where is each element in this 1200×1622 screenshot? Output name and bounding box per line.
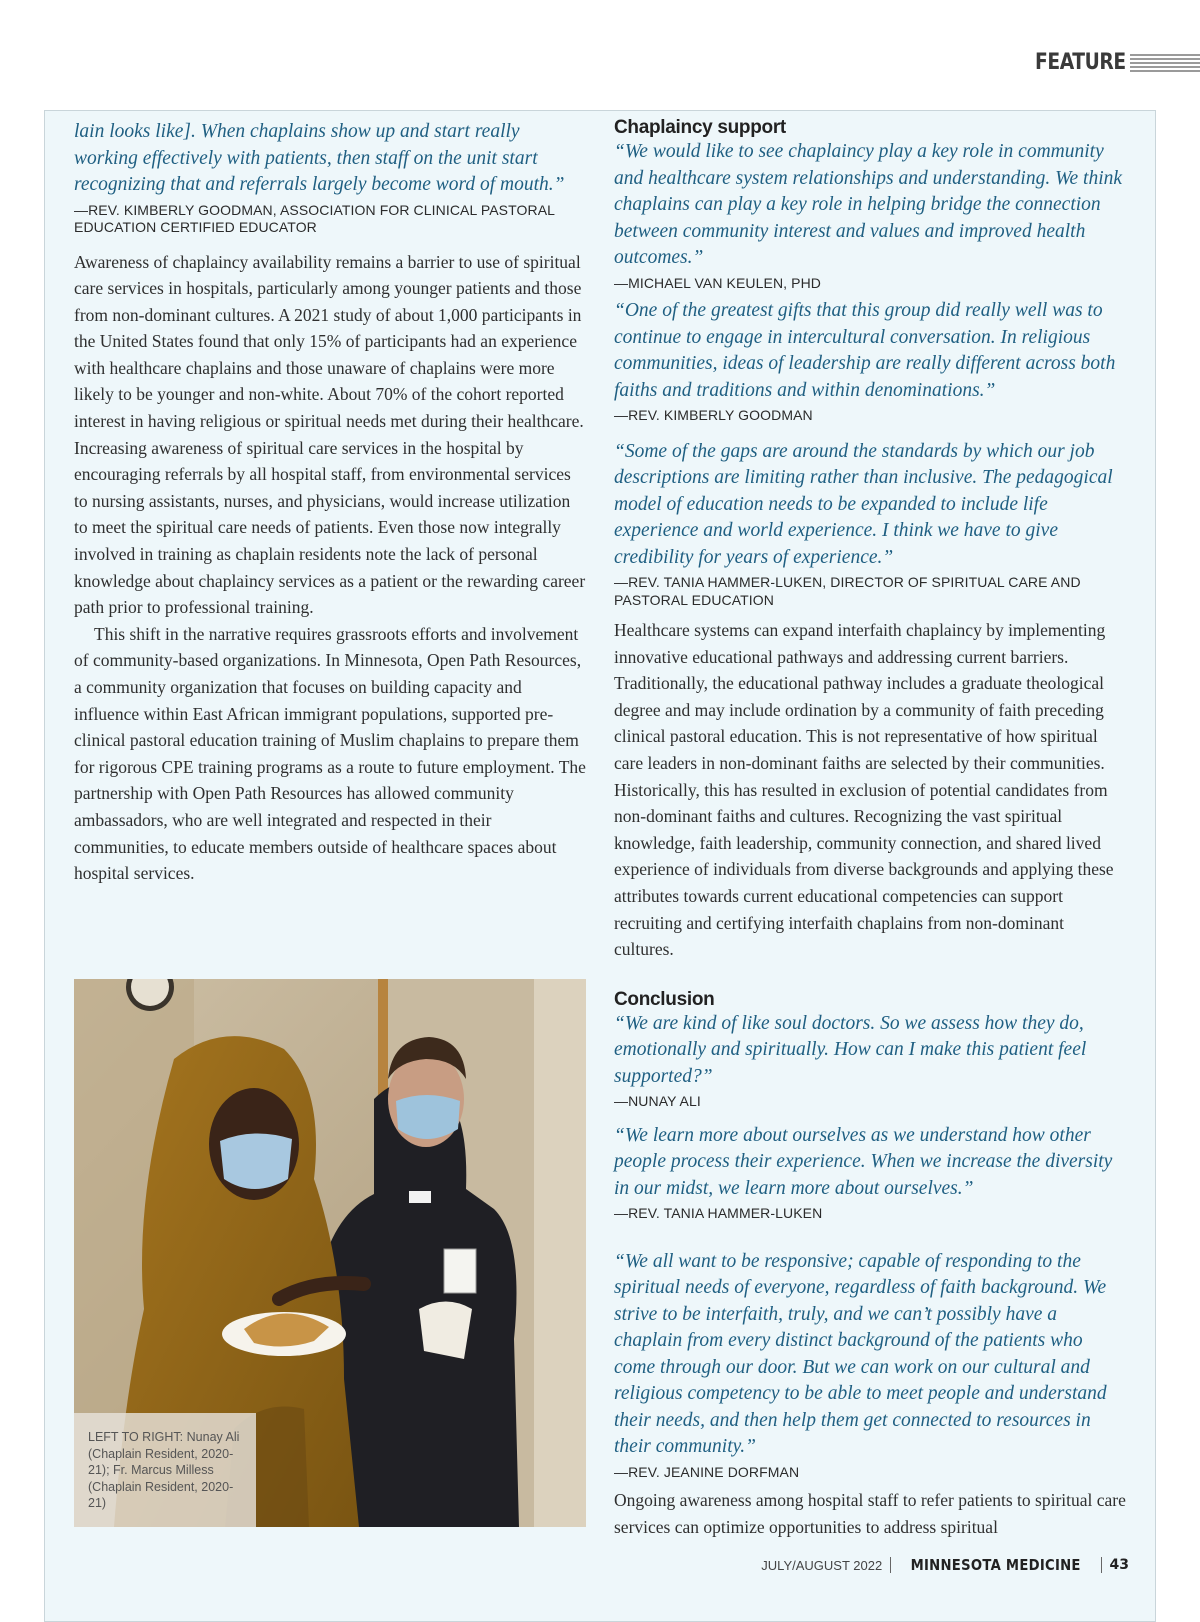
right-paragraph-1: Healthcare systems can expand interfaith chaplaincy by implementing innovative educational pathways and addressing current barriers. Traditionally, the educational pathway includes a graduate theological degree and may include ordination by a community of faith preceding clinical pastoral education. This is not representative of how spiritual care leaders in non-dominant faiths are selected by their communities. Historically, this has resulted in exclusion of potential candidates from non-dominant faiths and cultures. Recognizing the vast spiritual knowledge, faith leadership, community connection, and shared lived experience of individuals from diverse backgrounds and applying these attributes towards current educational competencies can support recruiting and certifying interfaith chaplains from non-dominant cultures. <box>614 620 1114 960</box>
feature-header <box>1019 44 1200 80</box>
right-paragraph-2: Ongoing awareness among hospital staff to refer patients to spiritual care services can optimize opportunities to address spiritual <box>614 1490 1126 1537</box>
photo-caption: LEFT TO RIGHT: Nunay Ali (Chaplain Resident, 2020-21); Fr. Marcus Milless (Chaplain Resident, 2020-21) <box>88 1430 240 1510</box>
heading-chaplaincy-support: Chaplaincy support <box>614 117 786 138</box>
issue-date: JULY/AUGUST 2022 <box>761 1557 883 1573</box>
attribution-goodman: —REV. KIMBERLY GOODMAN <box>614 407 813 423</box>
attribution-dorfman: —REV. JEANINE DORFMAN <box>614 1463 800 1480</box>
attribution-hammer-luken-1: —REV. TANIA HAMMER-LUKEN, DIRECTOR OF SPIRITUAL CARE AND PASTORAL EDUCATION <box>614 574 1081 608</box>
attribution-nunay-ali: —NUNAY ALI <box>614 1093 701 1110</box>
quote-van-keulen: “We would like to see chaplaincy play a key role in community and healthcare system relationships and understanding. We think chaplains can play a key role in helping bridge the connection between community interest and values and improved health outcomes.” <box>614 141 1123 268</box>
right-column <box>614 111 1126 1540</box>
photo-caption-box <box>74 1413 256 1527</box>
opening-quote: lain looks like]. When chaplains show up and start really working effectively with patients, then staff on the unit start recognizing that and referrals largely become word of mouth.” <box>74 121 565 195</box>
footer-divider <box>890 1557 891 1573</box>
article-panel <box>44 110 1156 1622</box>
attribution-van-keulen: —MICHAEL VAN KEULEN, PHD <box>614 274 821 291</box>
left-paragraph-1: Awareness of chaplaincy availability remains a barrier to use of spiritual care services in hospitals, particularly among younger patients and those from non-dominant cultures. A 2021 study of about 1,000 participants in the United States found that only 15% of participants had an experience with healthcare chaplains and those unaware of chaplains were more likely to be younger and non-white. About 70% of the cohort reported interest in having religious or spiritual needs met during their healthcare. Increasing awareness of spiritual care services in the hospital by encouraging referrals by all hospital staff, from environmental services to nursing assistants, nurses, and physicians, would increase utilization to meet the spiritual care needs of patients. Even those now integrally involved in training as chaplain residents note the lack of personal knowledge about chaplaincy services as a patient or the rewarding career path prior to professional training. <box>74 251 586 618</box>
heading-conclusion: Conclusion <box>614 988 715 1010</box>
page-number: 43 <box>1109 1557 1129 1573</box>
footer-divider <box>1101 1557 1102 1573</box>
left-column <box>74 111 586 887</box>
page-footer <box>761 1554 1129 1576</box>
magazine-name: MINNESOTA MEDICINE <box>910 1556 1081 1574</box>
quote-goodman: “One of the greatest gifts that this group did really well was to continue to engage in intercultural conversation. In religious communities, ideas of leadership are really different across both faiths and traditions and within denominations.” <box>614 300 1116 401</box>
quote-dorfman: “We all want to be responsive; capable of responding to the spiritual needs of everyone, regardless of faith background. We strive to be interfaith, truly, and we can’t possibly have a chaplain from every distinct background of the patients who come through our door. But we can work on our cultural and religious competency to be able to meet people and understand their needs, and then help them get connected to resources in their community.” <box>614 1250 1107 1458</box>
attribution-hammer-luken-2: —REV. TANIA HAMMER-LUKEN <box>614 1205 823 1222</box>
left-paragraph-2: This shift in the narrative requires grassroots efforts and involvement of community-based organizations. In Minnesota, Open Path Resources, a community organization that focuses on building capacity and influence within East African immigrant populations, supported pre-clinical pastoral education training of Muslim chaplains to prepare them for rigorous CPE training programs as a route to future employment. The partnership with Open Path Resources has allowed community ambassadors, who are well integrated and respected in their communities, to educate members outside of healthcare spaces about hospital services. <box>74 623 586 884</box>
header-stripes-decoration <box>1130 52 1200 72</box>
quote-hammer-luken-2: “We learn more about ourselves as we understand how other people process their experience. When we increase the diversity in our midst, we learn more about ourselves.” <box>614 1124 1113 1199</box>
quote-nunay-ali: “We are kind of like soul doctors. So we assess how they do, emotionally and spiritually. How can I make this patient feel supported?” <box>614 1012 1087 1087</box>
section-label: FEATURE <box>1035 49 1126 75</box>
chaplain-residents-photo <box>74 979 586 1527</box>
opening-attribution: —REV. KIMBERLY GOODMAN, ASSOCIATION FOR CLINICAL PASTORAL EDUCATION CERTIFIED EDUCATOR <box>74 201 555 235</box>
quote-hammer-luken-1: “Some of the gaps are around the standards by which our job descriptions are limiting rather than inclusive. The pedagogical model of education needs to be expanded to include life experience and world experience. I think we have to give credibility for years of experience.” <box>614 440 1113 568</box>
